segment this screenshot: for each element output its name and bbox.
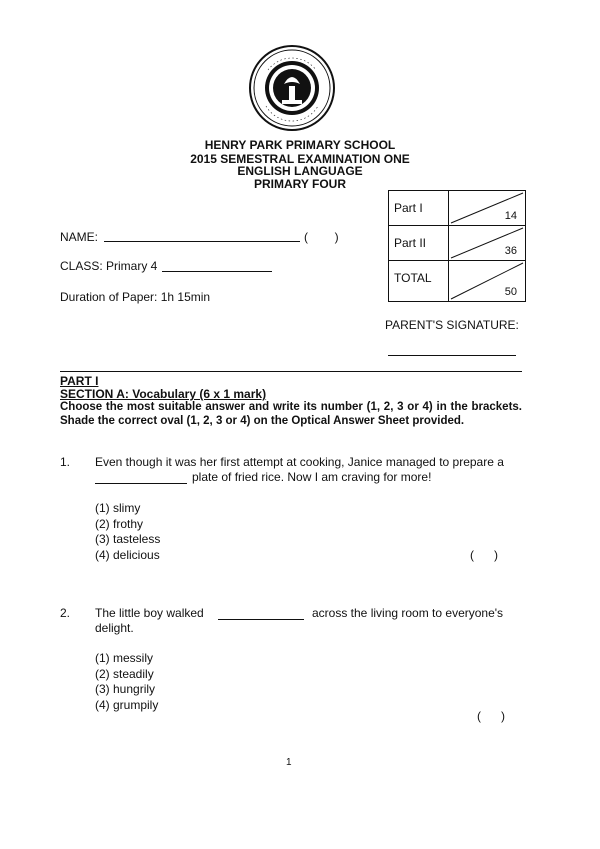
score-row-total — [389, 261, 526, 302]
option-list — [95, 651, 158, 713]
option-list — [95, 501, 160, 563]
register-number-brackets: ( ) — [304, 230, 339, 244]
class-label: CLASS: Primary 4 — [60, 259, 158, 273]
name-label: NAME: — [60, 230, 99, 244]
question-text: across the living room to everyone's — [312, 606, 504, 620]
answer-brackets[interactable]: ( ) — [477, 709, 505, 723]
answer-blank — [218, 619, 304, 620]
subject-title: ENGLISH LANGUAGE — [237, 164, 363, 178]
question-text: Even though it was her first attempt at cooking, Janice managed to prepare a — [95, 455, 504, 469]
score-label: Part II — [394, 236, 427, 250]
score-box[interactable] — [449, 226, 526, 261]
option: (2) steadily — [95, 666, 154, 681]
answer-brackets[interactable]: ( ) — [470, 548, 498, 562]
question-text: plate of fried rice. Now I am craving for more! — [192, 470, 432, 484]
option: (2) frothy — [95, 516, 144, 531]
school-name: HENRY PARK PRIMARY SCHOOL — [204, 138, 396, 152]
score-row-part-2 — [389, 226, 526, 261]
parent-signature-label: PARENT'S SIGNATURE: — [385, 318, 519, 332]
part-heading: PART I — [60, 374, 99, 388]
option: (3) tasteless — [95, 532, 161, 546]
question-number: 1. — [60, 455, 71, 469]
duration-text: Duration of Paper: 1h 15min — [60, 290, 211, 304]
score-table — [388, 190, 526, 302]
section-title: SECTION A: Vocabulary (6 x 1 mark) — [60, 387, 267, 401]
score-box[interactable] — [449, 191, 526, 226]
question-number: 2. — [60, 606, 71, 620]
level-title: PRIMARY FOUR — [253, 177, 346, 191]
score-max: 50 — [504, 286, 517, 298]
question-text: delight. — [95, 621, 134, 635]
option: (3) hungrily — [95, 682, 156, 696]
score-label: Part I — [394, 201, 423, 215]
page-number: 1 — [286, 757, 292, 768]
parent-signature-field[interactable] — [388, 355, 516, 356]
score-label: TOTAL — [394, 271, 432, 285]
option: (4) grumpily — [95, 697, 159, 712]
option: (4) delicious — [95, 547, 160, 562]
score-max: 14 — [504, 210, 517, 222]
section-divider — [60, 371, 522, 372]
score-box[interactable] — [449, 261, 526, 302]
option: (1) slimy — [95, 501, 141, 515]
section-instructions: Choose the most suitable answer and write its number (1, 2, 3 or 4) in the brackets. Shade the correct oval (1, 2, 3 or 4) on the Optical Answer Sheet provided. — [60, 401, 522, 427]
score-row-part-1 — [389, 191, 526, 226]
score-max: 36 — [504, 245, 517, 257]
name-field[interactable] — [104, 241, 300, 242]
option: (1) messily — [95, 651, 154, 665]
school-crest — [248, 44, 336, 132]
question-text: The little boy walked — [95, 606, 204, 620]
answer-blank — [95, 483, 187, 484]
class-field[interactable] — [162, 271, 272, 272]
exam-title: 2015 SEMESTRAL EXAMINATION ONE — [190, 152, 410, 166]
